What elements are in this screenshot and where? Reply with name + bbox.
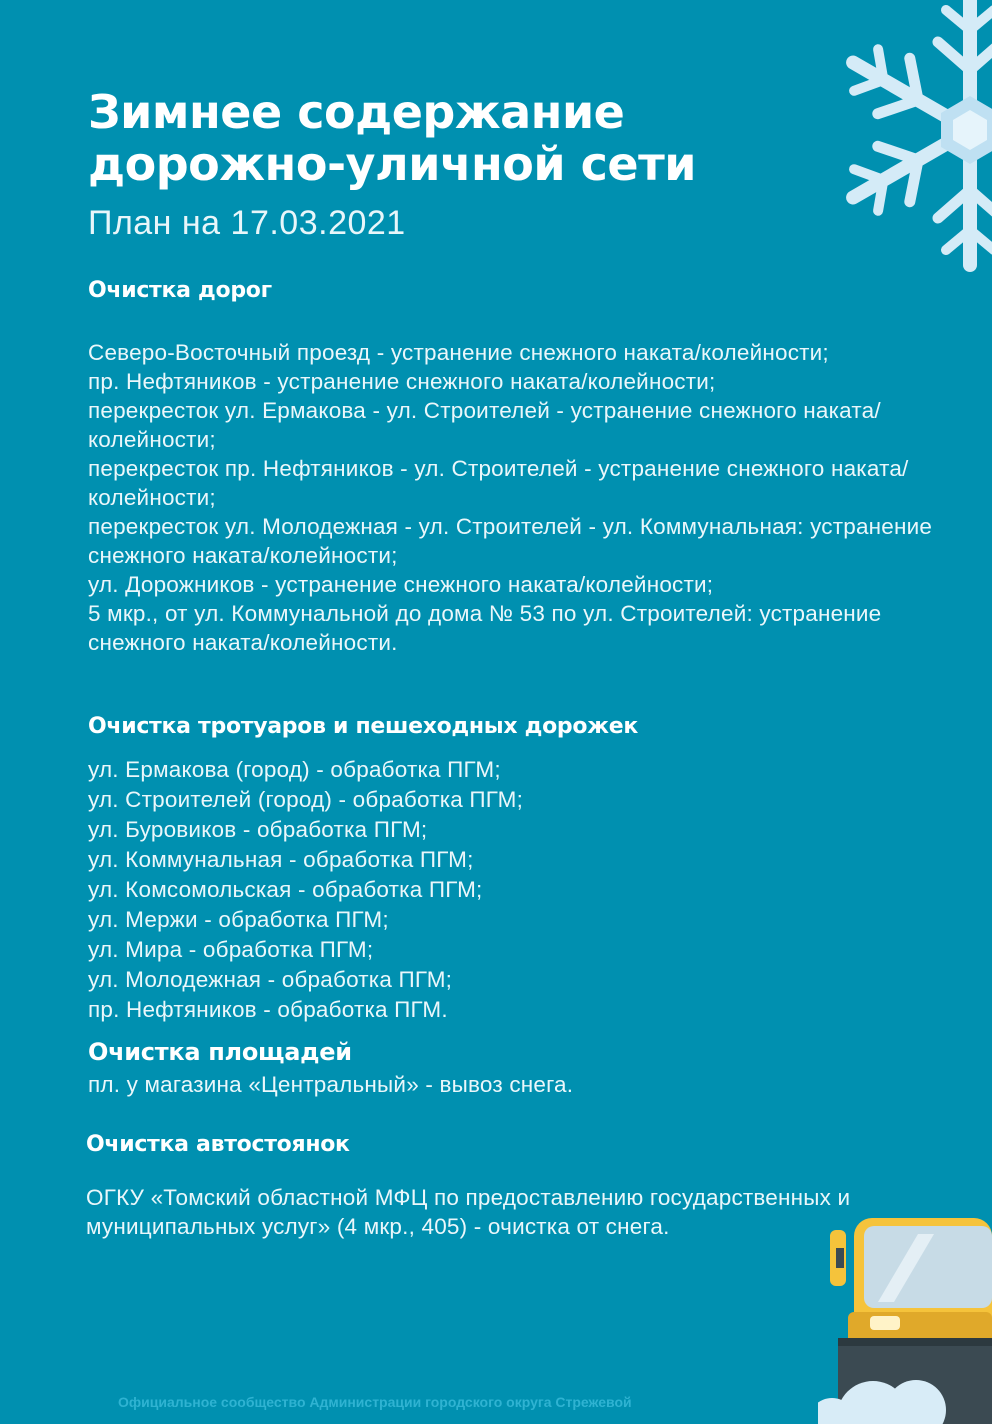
page-title [88, 86, 808, 190]
list-item: ул. Молодежная - обработка ПГМ; [88, 967, 453, 992]
list-item: ОГКУ «Томский областной МФЦ по предоставлению государственных и муниципальных услуг» (4 мкр., 405) - очистка от снега. [86, 1185, 851, 1239]
footer-caption: Официальное сообщество Администрации городского округа Стрежевой [118, 1394, 632, 1410]
list-item: ул. Коммунальная - обработка ПГМ; [88, 847, 474, 872]
list-item: ул. Мержи - обработка ПГМ; [88, 907, 389, 932]
list-item: ул. Ермакова (город) - обработка ПГМ; [88, 757, 501, 782]
snowflake-icon [820, 0, 992, 290]
list-item: пр. Нефтяников - устранение снежного наката/колейности; [88, 369, 716, 394]
section-title-squares: Очистка площадей [88, 1038, 352, 1066]
list-item: перекресток ул. Молодежная - ул. Строителей - ул. Коммунальная: устранение снежного наката/колейности; [88, 514, 933, 568]
list-item: пл. у магазина «Центральный» - вывоз снега. [88, 1072, 574, 1097]
roads-list [88, 338, 948, 657]
list-item: перекресток пр. Нефтяников - ул. Строителей - устранение снежного наката/колейности; [88, 456, 909, 510]
list-item: Северо-Восточный проезд - устранение снежного наката/колейности; [88, 340, 829, 365]
list-item: ул. Дорожников - устранение снежного наката/колейности; [88, 572, 714, 597]
title-line-2: дорожно-уличной сети [88, 137, 697, 191]
list-item: ул. Мира - обработка ПГМ; [88, 937, 374, 962]
list-item: пр. Нефтяников - обработка ПГМ. [88, 997, 448, 1022]
plan-date: План на 17.03.2021 [88, 204, 406, 242]
list-item: 5 мкр., от ул. Коммунальной до дома № 53 по ул. Строителей: устранение снежного наката/колейности. [88, 601, 882, 655]
squares-list [88, 1070, 948, 1100]
section-title-walks: Очистка тротуаров и пешеходных дорожек [88, 714, 639, 739]
title-line-1: Зимнее содержание [88, 85, 625, 139]
walks-list [88, 755, 948, 1025]
list-item: ул. Строителей (город) - обработка ПГМ; [88, 787, 524, 812]
list-item: ул. Буровиков - обработка ПГМ; [88, 817, 428, 842]
section-title-roads: Очистка дорог [88, 278, 272, 303]
list-item: перекресток ул. Ермакова - ул. Строителей - устранение снежного наката/колейности; [88, 398, 881, 452]
list-item: ул. Комсомольская - обработка ПГМ; [88, 877, 483, 902]
section-title-parking: Очистка автостоянок [86, 1132, 350, 1157]
snowplow-truck-icon [818, 1212, 992, 1424]
